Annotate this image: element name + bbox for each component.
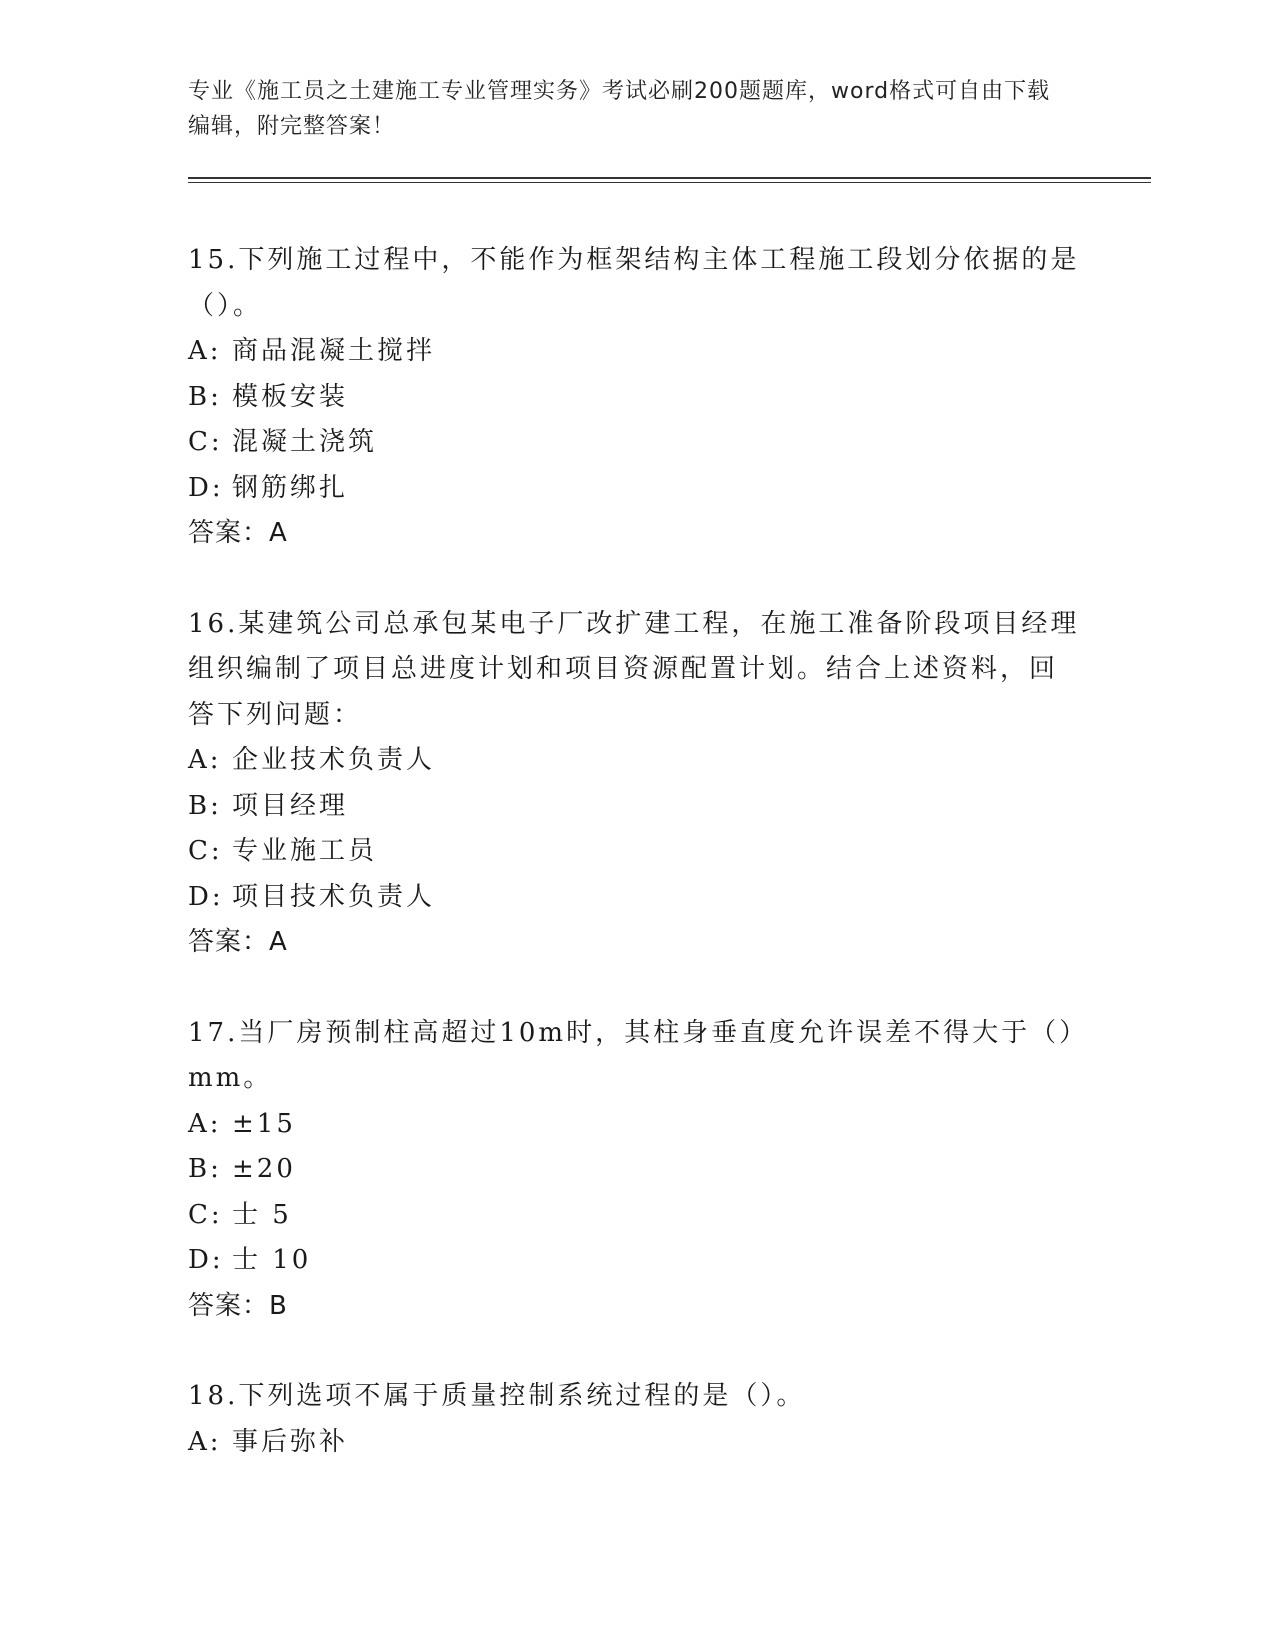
option-b — [188, 1147, 1083, 1193]
option-c — [188, 1193, 1083, 1239]
option-text: 商品混凝土搅拌 — [232, 336, 436, 366]
option-text: 项目技术负责人 — [232, 881, 436, 912]
option-a — [188, 1420, 1083, 1466]
question-18 — [188, 1374, 1083, 1465]
option-text: 企业技术负责人 — [232, 745, 436, 775]
header-divider-thick — [188, 177, 1151, 179]
option-b — [188, 375, 1083, 421]
question-stem: 15.下列施工过程中，不能作为框架结构主体工程施工段划分依据的是（）。 — [188, 245, 1080, 321]
option-key: D: — [188, 472, 224, 503]
answer-label: 答案：A — [188, 927, 288, 957]
option-b — [188, 784, 1083, 830]
question-stem: 16.某建筑公司总承包某电子厂改扩建工程，在施工准备阶段项目经理组织编制了项目总进度计划和项目资源配置计划。结合上述资料，回答下列问题： — [188, 608, 1080, 730]
option-key: D: — [188, 881, 224, 912]
option-key: B: — [188, 1154, 222, 1184]
option-key: C: — [188, 1199, 223, 1230]
question-stem: 17.当厂房预制柱高超过10m时，其柱身垂直度允许误差不得大于（）mm。 — [188, 1017, 1076, 1093]
option-a — [188, 329, 1083, 375]
option-text: 专业施工员 — [232, 836, 378, 866]
question-17 — [188, 1011, 1083, 1330]
option-c — [188, 420, 1083, 466]
option-text: 士 5 — [232, 1199, 292, 1230]
option-key: C: — [188, 427, 223, 457]
option-d — [188, 1238, 1083, 1284]
option-text: 士 10 — [232, 1245, 312, 1275]
header-divider-thin — [188, 182, 1151, 183]
option-key: C: — [188, 836, 223, 866]
option-d — [188, 466, 1083, 512]
option-a — [188, 1102, 1083, 1148]
option-text: 模板安装 — [232, 381, 349, 412]
question-15 — [188, 238, 1083, 557]
question-stem: 18.下列选项不属于质量控制系统过程的是（）。 — [188, 1381, 806, 1411]
option-text: 钢筋绑扎 — [232, 472, 349, 503]
answer-label: 答案：A — [188, 518, 288, 548]
option-key: A: — [188, 745, 222, 775]
option-key: D: — [188, 1245, 224, 1275]
option-key: A: — [188, 336, 222, 366]
document-header: 专业《施工员之土建施工专业管理实务》考试必刷200题题库，word格式可自由下载编辑，附完整答案！ — [188, 79, 1051, 139]
option-key: B: — [188, 790, 222, 821]
question-list — [188, 238, 1083, 1510]
option-text: ±15 — [232, 1108, 296, 1139]
option-key: A: — [188, 1108, 222, 1139]
answer-label: 答案：B — [188, 1290, 288, 1321]
option-c — [188, 829, 1083, 875]
question-16 — [188, 602, 1083, 966]
option-key: B: — [188, 381, 222, 412]
option-text: 事后弥补 — [232, 1426, 349, 1457]
option-text: 项目经理 — [232, 790, 349, 821]
option-text: ±20 — [232, 1154, 296, 1184]
option-key: A: — [188, 1426, 222, 1457]
option-a — [188, 738, 1083, 784]
option-d — [188, 875, 1083, 921]
option-text: 混凝土浇筑 — [232, 427, 378, 457]
